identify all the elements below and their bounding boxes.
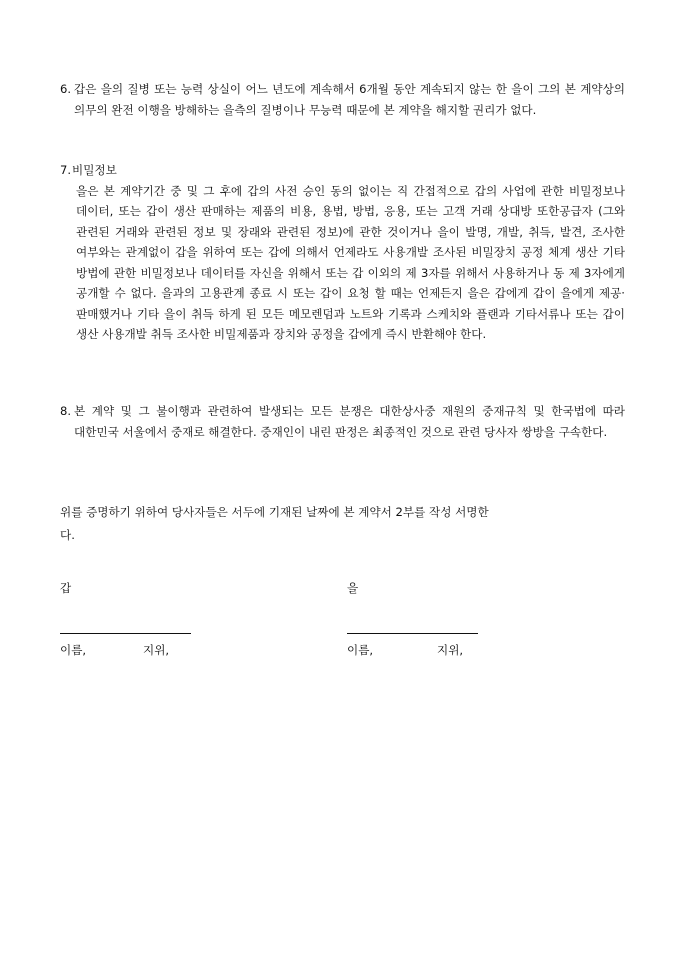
clause-number: 6. — [60, 82, 72, 96]
party-a-name-label: 이름, — [60, 643, 87, 657]
clause-number: 8. — [60, 404, 72, 418]
clause-text: 본 계약 및 그 불이행과 관련하여 발생되는 모든 분쟁은 대한상사중 재원의 중재규칙 및 한국법에 따라 대한민국 서울에서 중재로 해결한다. 중재인이 내린 판정은 최종적인 것으로 관련 당사자 쌍방을 구속한다. — [74, 404, 625, 439]
clause-text: 을은 본 계약기간 중 및 그 후에 갑의 사전 승인 동의 없이는 직 간접적으로 갑의 사업에 관한 비밀정보나 데이터, 또는 갑이 생산 판매하는 제품의 비용, 용법, 방법, 응용, 또는 고객 거래 상대방 또한공급자 (그와 관련된 거래와 관련된 정보 및 장래와 관련된 정보)에 관한 것이거나 을이 발명, 개발, 취득, 발견, 조사한 여부와는 관계없이 갑을 위하여 또는 갑에 의해서 언제라도 사용개발 조사된 비밀장치 공정 체계 생산 기타 방법에 관한 비밀정보나 데이터를 자신을 위해서 또는 갑 이외의 제 3자를 위해서 사용하거나 동 제 3자에게 공개할 수 없다. 을과의 고용관계 종료 시 또는 갑이 요청 할 때는 언제든지 을은 갑에게 갑이 을에게 제공· 판매했거나 기타 을이 취득 하게 된 모든 메모렌덤과 노트와 기록과 스케치와 플랜과 기타서류나 또는 갑이 생산 사용개발 취득 조사한 비밀제품과 장치와 공정을 갑에게 즉시 반환해야 한다. — [76, 183, 625, 341]
party-a-signature-line — [60, 633, 191, 634]
clause-number: 7. — [60, 163, 72, 177]
clause-6 — [60, 79, 625, 120]
party-b-name-label: 이름, — [347, 643, 374, 657]
clause-title: 비밀정보 — [72, 163, 117, 177]
party-b-signature-line — [347, 633, 478, 634]
clause-text: 갑은 을의 질병 또는 능력 상실이 어느 년도에 계속해서 6개월 동안 계속되지 않는 한 을이 그의 본 계약상의 의무의 완전 이행을 방해하는 을측의 질병이나 무능력 때문에 본 계약을 해지할 권리가 없다. — [74, 82, 625, 117]
witness-statement: 위를 증명하기 위하여 당사자들은 서두에 기재된 날짜에 본 계약서 2부를 작성 서명한다. — [60, 505, 489, 542]
party-b-title-label: 지위, — [437, 643, 464, 657]
clause-8 — [60, 401, 625, 442]
clause-7 — [60, 160, 625, 345]
party-b-label: 을 — [347, 581, 359, 595]
party-a-title-label: 지위, — [143, 643, 170, 657]
party-a-label: 갑 — [60, 581, 72, 595]
